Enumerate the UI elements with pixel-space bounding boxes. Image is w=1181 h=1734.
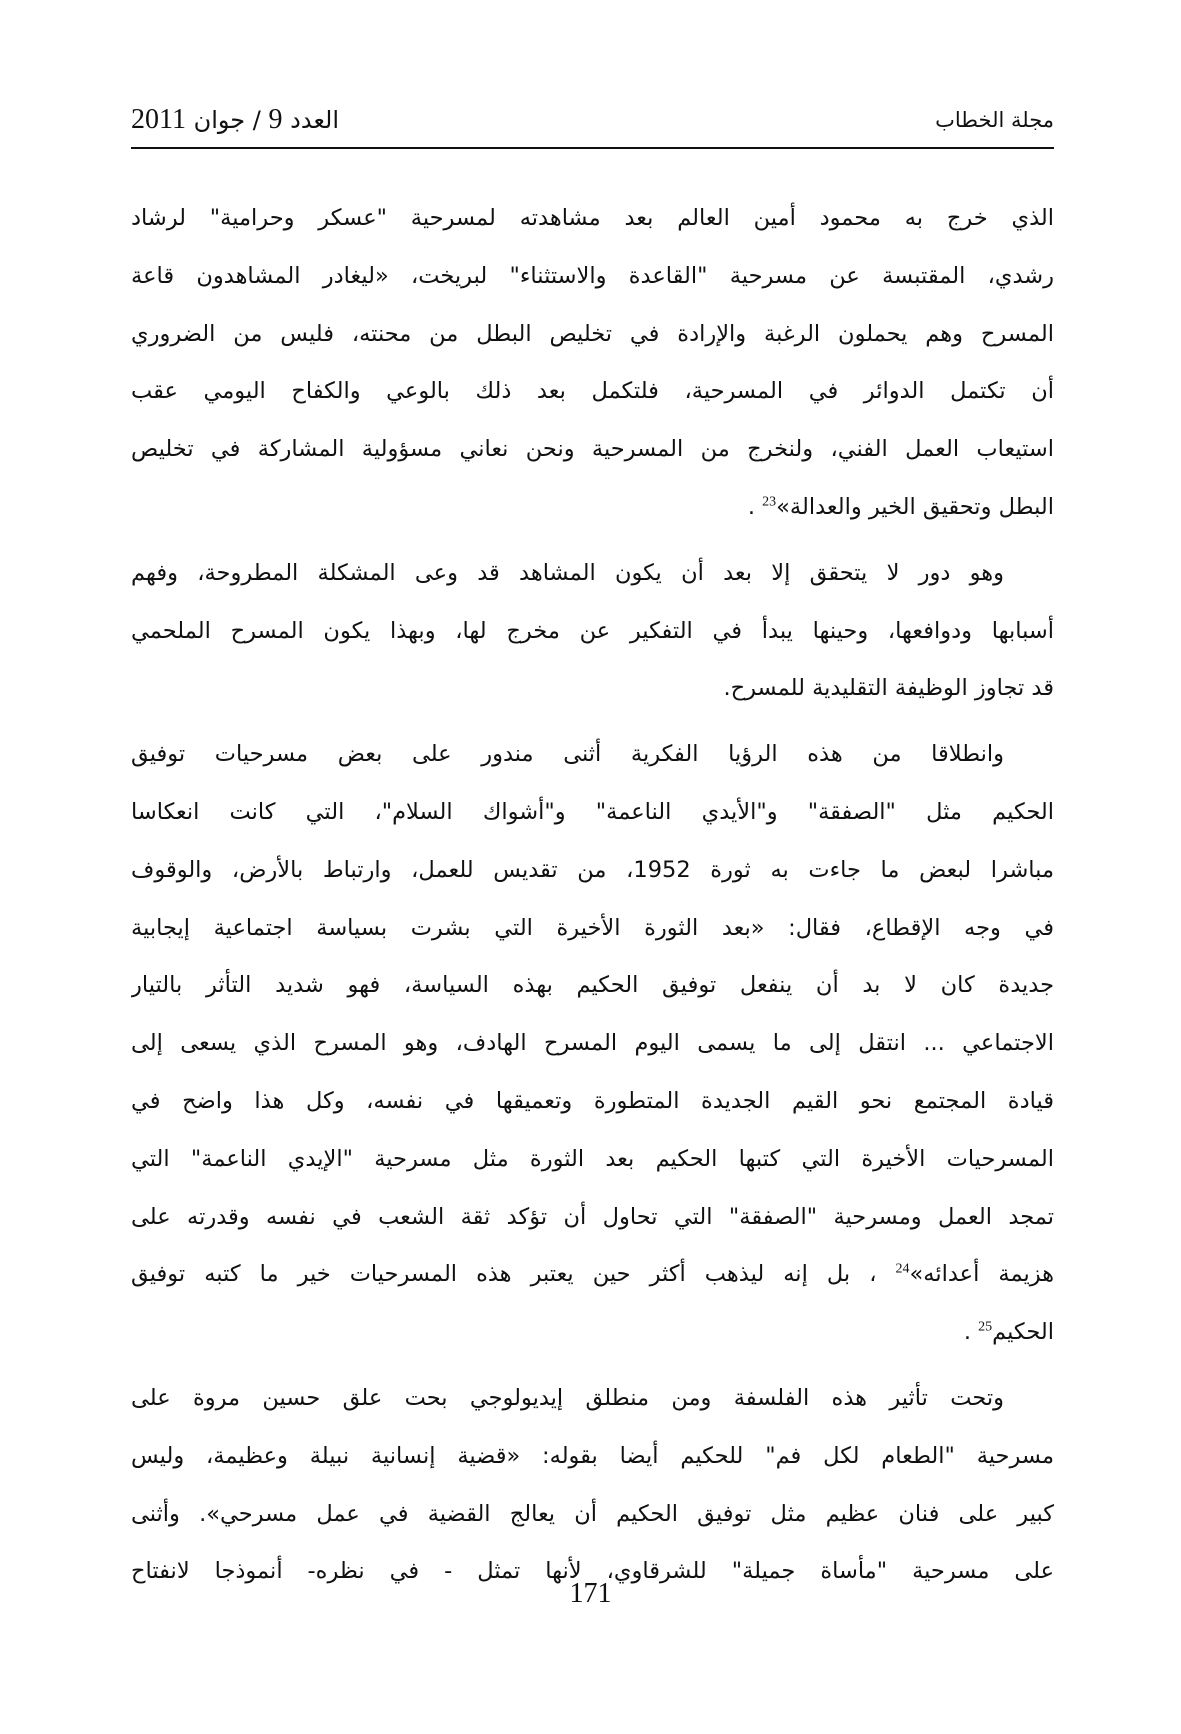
text-line: المسرحيات الأخيرة التي كتبها الحكيم بعد الثورة مثل مسرحية "الإيدي الناعمة" التي [131,1145,1054,1172]
paragraph [131,190,1054,537]
text-line: تمجد العمل ومسرحية "الصفقة" التي تحاول أن تؤكد ثقة الشعب في نفسه وقدرته على [131,1203,1054,1230]
text-line: أسبابها ودوافعها، وحينها يبدأ في التفكير عن مخرج لها، وبهذا يكون المسرح الملحمي [131,617,1054,644]
text-line: الحكيم مثل "الصفقة" و"الأيدي الناعمة" و"أشواك السلام"، التي كانت انعكاسا [131,798,1054,825]
issue-month: جوان [193,106,246,134]
journal-title: مجلة الخطاب [935,108,1054,132]
text-line: وتحت تأثير هذه الفلسفة ومن منطلق إيديولوجي بحت علق حسين مروة على [131,1384,1004,1411]
paragraph [131,726,1054,1362]
text-line [131,479,1054,537]
text-segment: . [747,493,755,520]
issue-year: 2011 [131,104,186,135]
running-header [131,104,1054,146]
text-line: الذي خرج به محمود أمين العالم بعد مشاهدته لمسرحية "عسكر وحرامية" لرشاد [131,205,1054,231]
text-segment: هزيمة أعدائه» [909,1261,1054,1288]
text-line: وانطلاقا من هذه الرؤيا الفكرية أثنى مندور على بعض مسرحيات توفيق [131,741,1004,768]
text-segment: . [963,1319,972,1346]
text-line: في وجه الإقطاع، فقال: «بعد الثورة الأخيرة التي بشرت بسياسة اجتماعية إيجابية [131,914,1054,941]
text-line [131,1246,1054,1304]
text-line: المسرح وهم يحملون الرغبة والإرادة في تخليص البطل من محنته، فليس من الضروري [131,320,1054,347]
text-line: وهو دور لا يتحقق إلا بعد أن يكون المشاهد قد وعى المشكلة المطروحة، وفهم [131,559,1004,586]
text-line: قد تجاوز الوظيفة التقليدية للمسرح. [723,675,1054,702]
footnote-ref[interactable]: 23 [762,494,777,510]
text-line: جديدة كان لا بد أن ينفعل توفيق الحكيم بهذه السياسة، فهو شديد التأثر بالتيار [131,972,1054,999]
text-line: قيادة المجتمع نحو القيم الجديدة المتطورة وتعميقها في نفسه، وكل هذا واضح في [131,1087,1054,1114]
page-number: 171 [569,1578,612,1609]
issue-info [131,104,339,136]
text-line [131,1304,1054,1362]
text-line: على مسرحية "مأساة جميلة" للشرقاوي، لأنها تمثل - في نظره- أنموذجا لانفتاح [131,1558,1054,1585]
text-line: رشدي، المقتبسة عن مسرحية "القاعدة والاستثناء" لبريخت، «ليغادر المشاهدون قاعة [131,262,1054,289]
issue-number: 9 [268,104,283,135]
footnote-ref[interactable]: 24 [895,1261,910,1277]
issue-label: العدد [290,106,339,134]
header-rule [131,147,1054,149]
text-segment: ، بل إنه ليذهب أكثر حين يعتبر هذه المسرحيات خير ما كتبه توفيق [131,1261,877,1288]
text-line: الاجتماعي ... انتقل إلى ما يسمى اليوم المسرح الهادف، وهو المسرح الذي يسعى إلى [131,1030,1054,1057]
article-body [131,190,1054,1601]
text-segment: الحكيم [992,1319,1054,1346]
text-line: مسرحية "الطعام لكل فم" للحكيم أيضا بقوله: «قضية إنسانية نبيلة وعظيمة، وليس [131,1442,1054,1469]
footnote-ref[interactable]: 25 [978,1319,993,1335]
paragraph [131,1370,1054,1601]
paragraph [131,545,1054,718]
text-line: أن تكتمل الدوائر في المسرحية، فلتكمل بعد ذلك بالوعي والكفاح اليومي عقب [131,378,1054,405]
issue-separator: / [252,106,261,134]
text-line: مباشرا لبعض ما جاءت به ثورة 1952، من تقديس للعمل، وارتباط بالأرض، والوقوف [131,856,1054,883]
text-line: استيعاب العمل الفني، ولنخرج من المسرحية ونحن نعاني مسؤولية المشاركة في تخليص [131,436,1054,463]
text-segment: البطل وتحقيق الخير والعدالة» [776,493,1054,520]
text-line: كبير على فنان عظيم مثل توفيق الحكيم أن يعالج القضية في عمل مسرحي». وأثنى [131,1500,1054,1527]
